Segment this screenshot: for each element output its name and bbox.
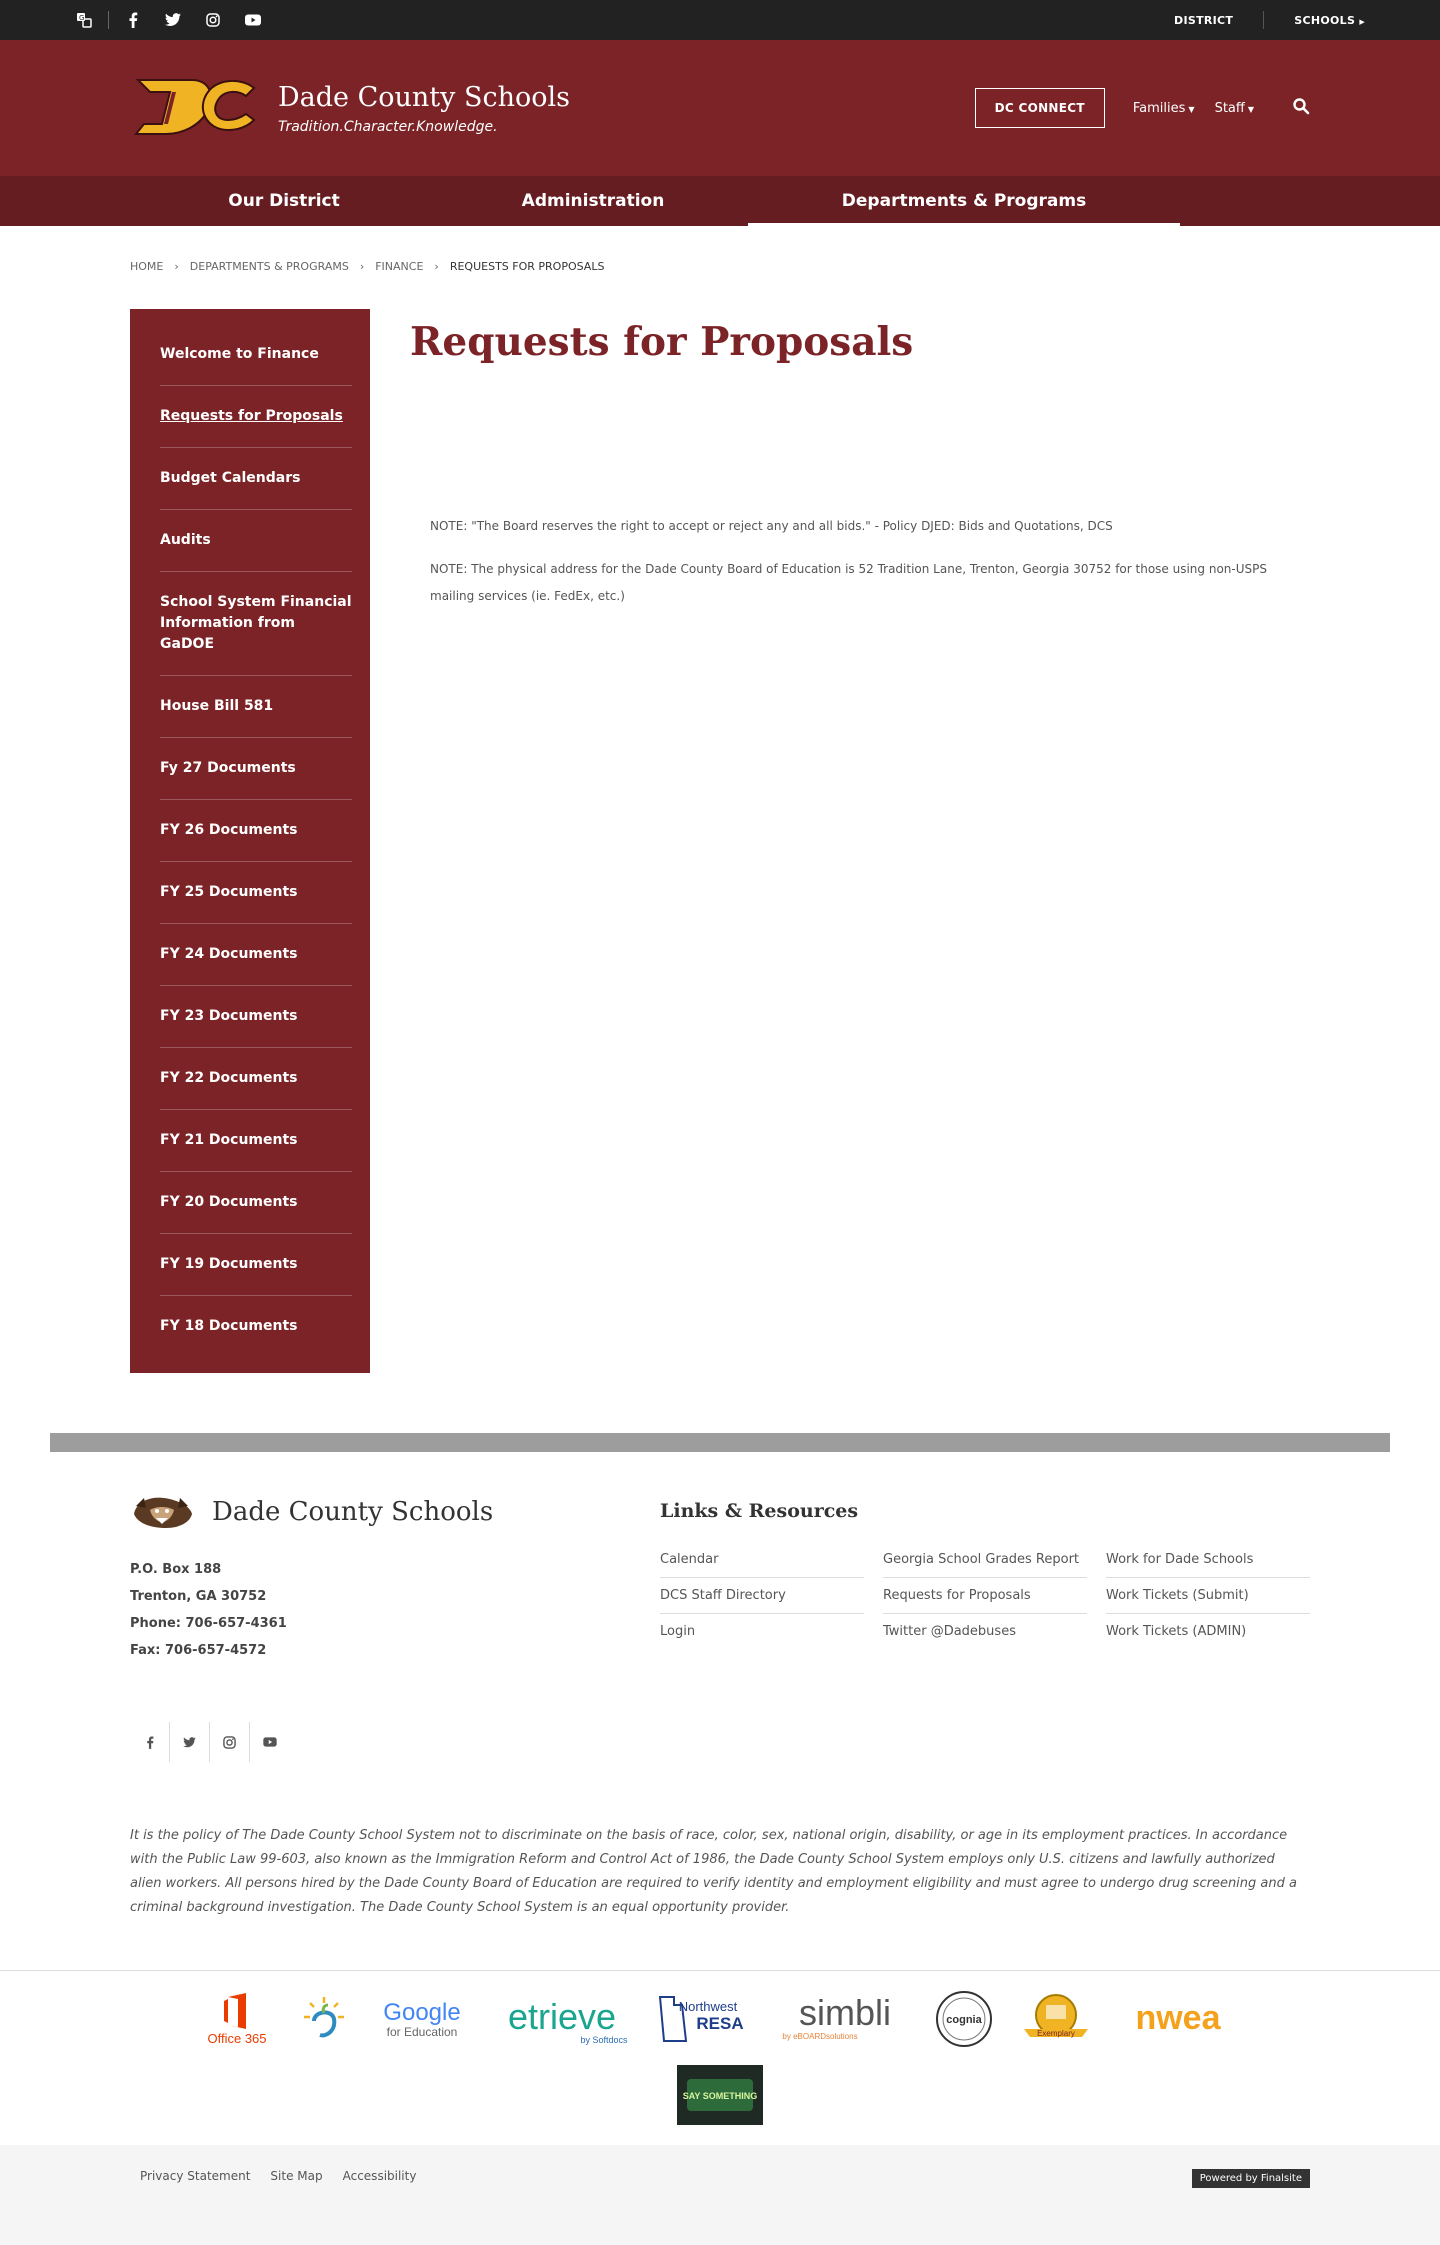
footer-link-work-tickets-admin[interactable]: Work Tickets (ADMIN) <box>1106 1624 1247 1639</box>
sidebar-item-gadoe-info[interactable]: School System Financial Information from GaDOE <box>160 572 352 676</box>
sidebar-item-fy22[interactable]: FY 22 Documents <box>160 1048 352 1110</box>
twitter-icon[interactable] <box>170 1722 210 1762</box>
facebook-icon[interactable] <box>130 1722 170 1762</box>
brand <box>278 82 570 135</box>
address-po-box: P.O. Box 188 <box>130 1562 222 1577</box>
footer-social <box>130 1722 660 1762</box>
nav-departments-programs[interactable]: Departments & Programs <box>748 176 1180 226</box>
address-fax: Fax: 706-657-4572 <box>130 1643 267 1658</box>
chevron-right-icon: › <box>434 260 439 273</box>
staff-dropdown[interactable] <box>1215 101 1254 116</box>
translate-icon[interactable] <box>64 0 104 40</box>
district-logo[interactable] <box>130 70 260 146</box>
footer-link-login[interactable]: Login <box>660 1624 696 1639</box>
youtube-icon[interactable] <box>233 0 273 40</box>
instagram-icon[interactable] <box>193 0 233 40</box>
site-map-link[interactable]: Site Map <box>270 2169 323 2183</box>
northwest-resa-logo[interactable] <box>656 1989 756 2049</box>
staff-label: Staff <box>1214 100 1245 116</box>
breadcrumb-departments[interactable]: DEPARTMENTS & PROGRAMS <box>189 260 349 273</box>
note-physical-address: NOTE: The physical address for the Dade County Board of Education is 52 Tradition Lane, Trenton, Georgia 30752 for those using non-USPS mailing services (ie. FedEx, etc.) <box>430 562 1267 603</box>
sidebar-item-fy21[interactable]: FY 21 Documents <box>160 1110 352 1172</box>
school-tagline: Tradition.Character.Knowledge. <box>278 118 498 135</box>
footer-link-grades-report[interactable]: Georgia School Grades Report <box>883 1542 1087 1578</box>
facebook-icon[interactable] <box>113 0 153 40</box>
site-footer <box>0 1492 1440 1762</box>
youtube-icon[interactable] <box>250 1722 290 1762</box>
sidebar-item-house-bill-581[interactable]: House Bill 581 <box>160 676 352 738</box>
etrieve-logo[interactable] <box>492 1989 632 2049</box>
twitter-icon[interactable] <box>153 0 193 40</box>
address-phone: Phone: 706-657-4361 <box>130 1616 287 1631</box>
for-education-text: for Education <box>386 2025 458 2039</box>
softdocs-text: by Softdocs <box>580 2035 628 2045</box>
footer-links <box>660 1492 1310 1762</box>
caret-right-icon: ▶ <box>1359 17 1365 26</box>
sidebar-item-fy20[interactable]: FY 20 Documents <box>160 1172 352 1234</box>
nav-our-district[interactable]: Our District <box>228 191 340 211</box>
bottom-bar <box>0 2145 1440 2245</box>
partner-logos <box>0 1971 1440 2125</box>
footer-link-calendar[interactable]: Calendar <box>660 1542 864 1578</box>
families-dropdown[interactable] <box>1133 101 1195 116</box>
sidebar-item-fy27[interactable]: Fy 27 Documents <box>160 738 352 800</box>
utility-divider <box>108 11 109 29</box>
nondiscrimination-policy: It is the policy of The Dade County School System not to discriminate on the basis of race, color, sex, national origin, disability, or age in its employment practices. In accordance with the Public Law 99-603, also known as the Immigration Reform and Control Act of 1986, the Dade County School System employs only U.S. citizens and lawfully authorized alien workers. All persons hired by the Dade County Board of Education are required to verify identity and employment eligibility and must agree to undergo drug screening and a criminal background investigation. The Dade County School System is an equal opportunity provider. <box>130 1828 1297 1915</box>
say-something-logo[interactable] <box>677 2065 763 2125</box>
footer-contact <box>130 1492 660 1762</box>
northwest-text: Northwest <box>678 1999 738 2014</box>
note-board-policy: NOTE: "The Board reserves the right to accept or reject any and all bids." - Policy DJED: Bids and Quotations, DCS <box>430 519 1113 533</box>
google-text: Google <box>383 1999 461 2026</box>
footer-link-staff-directory[interactable]: DCS Staff Directory <box>660 1578 864 1614</box>
eboard-text: by eBOARDsolutions <box>782 2032 858 2041</box>
utility-social <box>64 0 273 40</box>
links-grid <box>660 1542 1310 1649</box>
sidebar-item-fy26[interactable]: FY 26 Documents <box>160 800 352 862</box>
breadcrumb <box>0 260 1440 273</box>
privacy-statement-link[interactable]: Privacy Statement <box>140 2169 251 2183</box>
sidebar-item-fy19[interactable]: FY 19 Documents <box>160 1234 352 1296</box>
footer-school-name: Dade County Schools <box>212 1497 494 1527</box>
nav-administration[interactable]: Administration <box>521 191 665 211</box>
simbli-text: simbli <box>798 1992 892 2033</box>
schools-label: SCHOOLS <box>1294 13 1356 27</box>
school-name: Dade County Schools <box>278 81 570 113</box>
main-nav <box>0 176 1440 226</box>
breadcrumb-finance[interactable]: FINANCE <box>375 260 424 273</box>
dc-connect-button[interactable]: DC CONNECT <box>975 88 1105 128</box>
sidebar-item-requests-for-proposals[interactable]: Requests for Proposals <box>160 386 352 448</box>
nwea-logo[interactable] <box>1118 1989 1238 2049</box>
sidebar-item-welcome[interactable]: Welcome to Finance <box>160 324 352 386</box>
utility-bar <box>0 0 1440 40</box>
footer-divider-bar <box>50 1433 1390 1452</box>
utility-links <box>1144 0 1395 40</box>
footer-link-work-tickets-submit[interactable]: Work Tickets (Submit) <box>1106 1578 1310 1614</box>
schools-dropdown[interactable] <box>1264 14 1395 27</box>
resa-text: RESA <box>696 2014 744 2033</box>
chevron-right-icon: › <box>174 260 179 273</box>
footer-brand <box>130 1492 660 1532</box>
links-resources-title: Links & Resources <box>660 1500 859 1522</box>
breadcrumb-home[interactable]: HOME <box>130 260 164 273</box>
gsba-exemplary-logo[interactable] <box>1018 1989 1094 2049</box>
main-content <box>410 309 1310 1373</box>
section-sidebar <box>130 309 370 1373</box>
cognia-text: cognia <box>946 2014 982 2026</box>
nwea-text: nwea <box>1135 1999 1221 2037</box>
ga-apple-logo[interactable] <box>296 1989 352 2049</box>
footer-address <box>130 1556 660 1664</box>
sidebar-item-fy24[interactable]: FY 24 Documents <box>160 924 352 986</box>
exemplary-text: Exemplary <box>1037 2029 1075 2038</box>
etrieve-text: etrieve <box>507 1996 617 2037</box>
header-actions <box>975 88 1310 128</box>
accessibility-link[interactable]: Accessibility <box>342 2169 417 2183</box>
office365-logo[interactable] <box>202 1989 272 2049</box>
families-label: Families <box>1132 100 1186 116</box>
search-button[interactable] <box>1254 97 1310 119</box>
footer-link-work-for-dade[interactable]: Work for Dade Schools <box>1106 1542 1310 1578</box>
wolverine-mascot-icon <box>130 1492 194 1532</box>
breadcrumb-current: REQUESTS FOR PROPOSALS <box>449 260 605 273</box>
address-city: Trenton, GA 30752 <box>130 1589 267 1604</box>
caret-down-icon: ▼ <box>1188 104 1195 114</box>
caret-down-icon: ▼ <box>1247 104 1254 114</box>
sidebar-item-audits[interactable]: Audits <box>160 510 352 572</box>
notes <box>430 513 1310 610</box>
svg-text:G: G <box>79 14 85 22</box>
page-title: Requests for Proposals <box>410 319 914 365</box>
office365-text: Office 365 <box>207 2031 267 2046</box>
content-area <box>0 309 1440 1373</box>
cognia-logo[interactable] <box>934 1989 994 2049</box>
sidebar-item-fy18[interactable]: FY 18 Documents <box>160 1318 298 1334</box>
google-education-logo[interactable] <box>376 1989 468 2049</box>
powered-by-finalsite[interactable]: Powered by Finalsite <box>1192 2169 1310 2188</box>
search-icon <box>1292 97 1310 115</box>
footer-link-twitter[interactable]: Twitter @Dadebuses <box>883 1624 1016 1639</box>
district-link[interactable]: DISTRICT <box>1174 13 1234 27</box>
sidebar-item-fy23[interactable]: FY 23 Documents <box>160 986 352 1048</box>
simbli-logo[interactable] <box>780 1989 910 2049</box>
footer-link-rfp[interactable]: Requests for Proposals <box>883 1578 1087 1614</box>
say-something-text: SAY SOMETHING <box>682 2091 758 2101</box>
chevron-right-icon: › <box>359 260 365 273</box>
sidebar-item-budget-calendars[interactable]: Budget Calendars <box>160 448 352 510</box>
site-header <box>0 40 1440 176</box>
instagram-icon[interactable] <box>210 1722 250 1762</box>
sidebar-item-fy25[interactable]: FY 25 Documents <box>160 862 352 924</box>
